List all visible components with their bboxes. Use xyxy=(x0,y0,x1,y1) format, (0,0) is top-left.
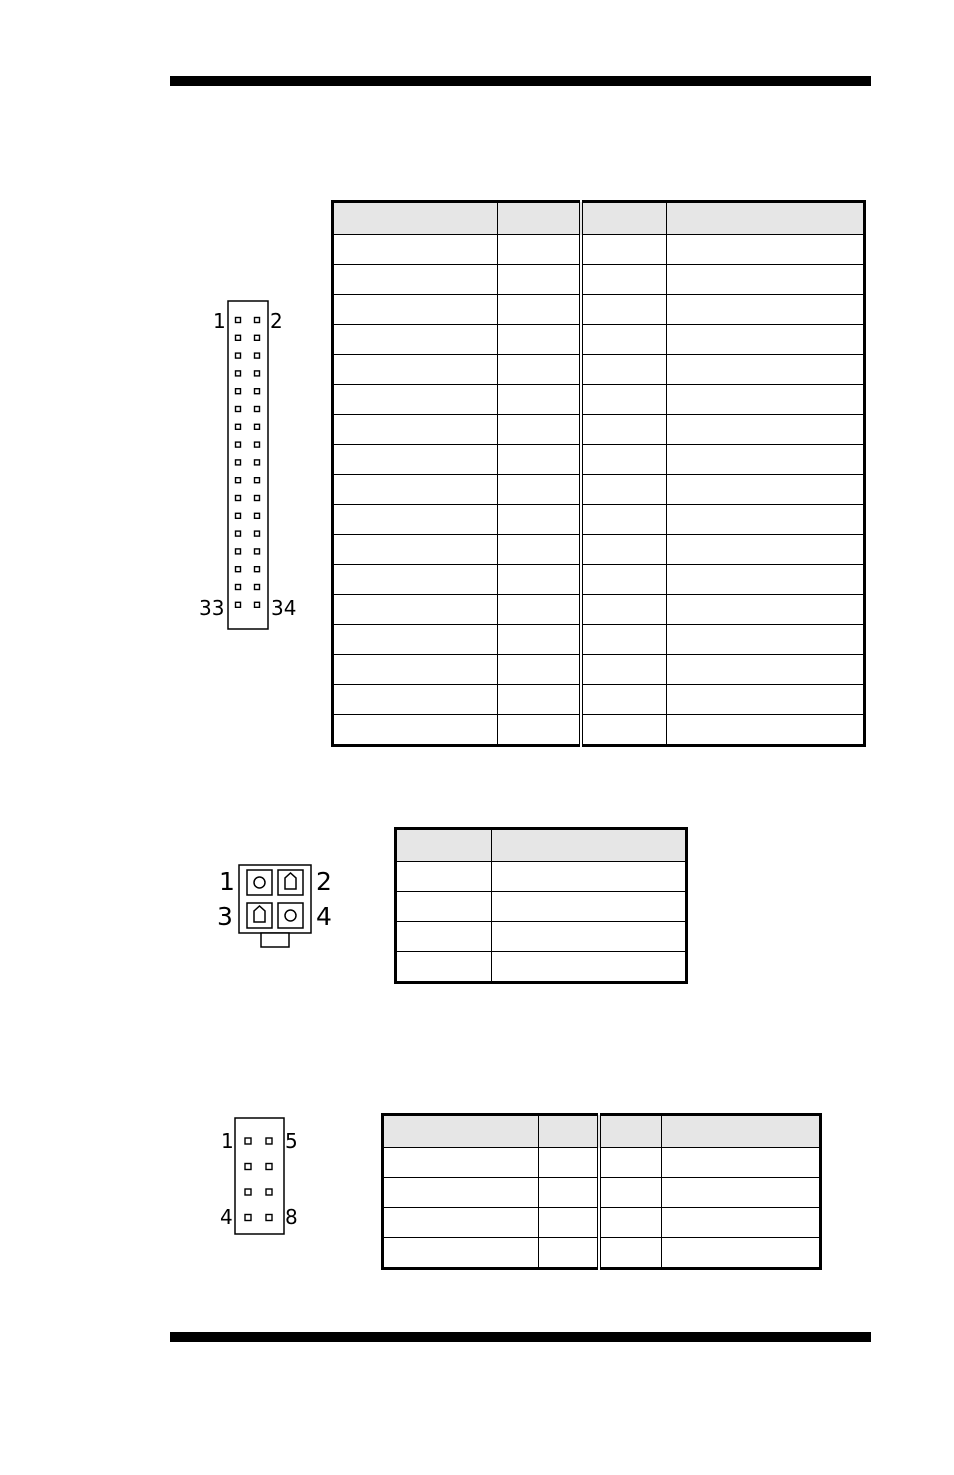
ide-label-33: 33 xyxy=(199,596,225,620)
ide-connector-diagram xyxy=(190,295,310,635)
power-connector-diagram xyxy=(212,860,342,952)
table-cell xyxy=(498,355,581,385)
pin-square xyxy=(236,567,241,572)
table-row xyxy=(333,505,865,535)
table-cell xyxy=(581,475,667,505)
table-cell xyxy=(581,235,667,265)
table-cell xyxy=(492,892,687,922)
table-cell xyxy=(581,385,667,415)
pin-square xyxy=(236,478,241,483)
table-cell xyxy=(662,1208,821,1238)
table-row xyxy=(333,565,865,595)
table-cell xyxy=(581,355,667,385)
pin-square xyxy=(255,389,260,394)
power-label-4: 4 xyxy=(316,902,332,931)
table-cell xyxy=(581,535,667,565)
table-row xyxy=(333,625,865,655)
pin-square xyxy=(236,371,241,376)
table-cell xyxy=(333,685,498,715)
pin-square xyxy=(255,371,260,376)
table-cell xyxy=(581,505,667,535)
power-pin-table xyxy=(394,827,688,984)
table-cell xyxy=(539,1238,599,1269)
header-cell xyxy=(396,829,492,862)
pin-square xyxy=(255,549,260,554)
table-cell xyxy=(581,265,667,295)
table-cell xyxy=(667,325,865,355)
table-row xyxy=(333,535,865,565)
table-cell xyxy=(333,505,498,535)
table-cell xyxy=(581,655,667,685)
table-row xyxy=(333,595,865,625)
pin-square xyxy=(255,496,260,501)
table-cell xyxy=(396,922,492,952)
table-cell xyxy=(662,1238,821,1269)
power-label-3: 3 xyxy=(217,902,233,931)
pin-square xyxy=(255,531,260,536)
pin-square xyxy=(255,460,260,465)
table-row xyxy=(333,265,865,295)
pin-square xyxy=(245,1164,251,1170)
table-cell xyxy=(667,295,865,325)
pin-square xyxy=(266,1138,272,1144)
table-row xyxy=(383,1238,821,1269)
table-cell xyxy=(396,862,492,892)
header-8pin-table xyxy=(381,1113,822,1270)
header-label-4: 4 xyxy=(220,1205,233,1229)
table-cell xyxy=(599,1148,662,1178)
table-row xyxy=(383,1208,821,1238)
table-cell xyxy=(667,355,865,385)
pin-square xyxy=(236,389,241,394)
table-header-row xyxy=(396,829,687,862)
table-cell xyxy=(498,595,581,625)
table-row xyxy=(333,295,865,325)
table-cell xyxy=(383,1208,539,1238)
pin-square xyxy=(236,496,241,501)
table-cell xyxy=(599,1178,662,1208)
table-row xyxy=(383,1178,821,1208)
table-cell xyxy=(667,445,865,475)
pin-square xyxy=(255,353,260,358)
header-cell xyxy=(539,1115,599,1148)
pin-square xyxy=(236,424,241,429)
table-cell xyxy=(581,595,667,625)
table-cell xyxy=(667,235,865,265)
pin-square xyxy=(236,335,241,340)
ide-pin-table xyxy=(331,200,866,747)
table-cell xyxy=(498,505,581,535)
table-cell xyxy=(539,1148,599,1178)
pin-square xyxy=(236,318,241,323)
pin-square xyxy=(255,602,260,607)
table-cell xyxy=(662,1148,821,1178)
pin-square xyxy=(236,513,241,518)
table-cell xyxy=(333,265,498,295)
table-header-row xyxy=(383,1115,821,1148)
pin-square xyxy=(245,1138,251,1144)
table-cell xyxy=(396,892,492,922)
pin-square xyxy=(236,585,241,590)
header-cell xyxy=(333,202,498,235)
table-cell xyxy=(667,535,865,565)
table-cell xyxy=(581,715,667,746)
table-cell xyxy=(581,565,667,595)
pin-square xyxy=(245,1215,251,1221)
table-cell xyxy=(333,415,498,445)
table-cell xyxy=(581,685,667,715)
table-cell xyxy=(333,475,498,505)
table-cell xyxy=(662,1178,821,1208)
header-cell xyxy=(599,1115,662,1148)
header-label-1: 1 xyxy=(221,1129,234,1153)
pin-square xyxy=(245,1189,251,1195)
table-row xyxy=(396,952,687,983)
table-cell xyxy=(498,385,581,415)
table-cell xyxy=(396,952,492,983)
table-cell xyxy=(667,475,865,505)
header-cell xyxy=(383,1115,539,1148)
table-cell xyxy=(667,415,865,445)
table-cell xyxy=(667,565,865,595)
pin-square xyxy=(236,549,241,554)
table-cell xyxy=(667,625,865,655)
table-cell xyxy=(599,1238,662,1269)
table-row xyxy=(396,922,687,952)
power-label-2: 2 xyxy=(316,867,332,896)
table-row xyxy=(333,235,865,265)
pin-square xyxy=(255,318,260,323)
pin-square xyxy=(236,460,241,465)
ide-label-34: 34 xyxy=(271,596,297,620)
table-cell xyxy=(498,445,581,475)
table-cell xyxy=(333,625,498,655)
table-row xyxy=(333,385,865,415)
pin-square xyxy=(255,424,260,429)
pin-square xyxy=(255,442,260,447)
table-cell xyxy=(539,1178,599,1208)
table-cell xyxy=(333,385,498,415)
table-cell xyxy=(498,535,581,565)
pin-square xyxy=(255,478,260,483)
table-cell xyxy=(333,355,498,385)
pin-square xyxy=(266,1189,272,1195)
table-cell xyxy=(333,655,498,685)
table-cell xyxy=(667,685,865,715)
table-cell xyxy=(498,625,581,655)
table-cell xyxy=(667,655,865,685)
power-label-1: 1 xyxy=(219,867,235,896)
table-row xyxy=(333,685,865,715)
table-cell xyxy=(581,295,667,325)
pin-square xyxy=(255,407,260,412)
table-cell xyxy=(498,415,581,445)
header-cell xyxy=(581,202,667,235)
table-cell xyxy=(498,265,581,295)
table-row xyxy=(333,355,865,385)
header-cell xyxy=(662,1115,821,1148)
pin-square xyxy=(266,1164,272,1170)
top-rule xyxy=(170,76,871,86)
power-connector-icon xyxy=(212,860,342,952)
table-cell xyxy=(498,235,581,265)
pin-square xyxy=(236,442,241,447)
header-cell xyxy=(667,202,865,235)
table-row xyxy=(396,862,687,892)
pin-square xyxy=(255,567,260,572)
table-cell xyxy=(333,535,498,565)
header-label-5: 5 xyxy=(285,1129,298,1153)
table-cell xyxy=(498,685,581,715)
pin-square xyxy=(255,513,260,518)
table-row xyxy=(333,655,865,685)
table-header-row xyxy=(333,202,865,235)
table-cell xyxy=(492,922,687,952)
table-cell xyxy=(492,862,687,892)
table-cell xyxy=(498,295,581,325)
table-cell xyxy=(333,295,498,325)
table-cell xyxy=(667,505,865,535)
table-cell xyxy=(333,715,498,746)
table-cell xyxy=(333,565,498,595)
table-cell xyxy=(333,595,498,625)
header-cell xyxy=(492,829,687,862)
table-cell xyxy=(581,445,667,475)
header-cell xyxy=(498,202,581,235)
table-row xyxy=(383,1148,821,1178)
table-cell xyxy=(383,1178,539,1208)
table-cell xyxy=(667,595,865,625)
table-cell xyxy=(383,1238,539,1269)
table-cell xyxy=(539,1208,599,1238)
table-cell xyxy=(498,565,581,595)
pin-square xyxy=(266,1215,272,1221)
ide-connector-icon xyxy=(190,295,310,635)
table-cell xyxy=(581,415,667,445)
header-label-8: 8 xyxy=(285,1205,298,1229)
pin-square xyxy=(255,585,260,590)
header-8pin-diagram xyxy=(214,1112,314,1240)
table-cell xyxy=(333,235,498,265)
pin-square xyxy=(236,531,241,536)
table-row xyxy=(333,715,865,746)
pin-square xyxy=(255,335,260,340)
table-cell xyxy=(492,952,687,983)
pin-square xyxy=(236,353,241,358)
header-8pin-icon xyxy=(214,1112,314,1240)
table-row xyxy=(333,445,865,475)
pin-square xyxy=(236,602,241,607)
table-row xyxy=(333,475,865,505)
pin-square xyxy=(236,407,241,412)
table-cell xyxy=(581,325,667,355)
table-row xyxy=(333,415,865,445)
bottom-rule xyxy=(170,1332,871,1342)
ide-label-2: 2 xyxy=(270,309,283,333)
table-row xyxy=(333,325,865,355)
table-row xyxy=(396,892,687,922)
table-cell xyxy=(498,325,581,355)
table-cell xyxy=(498,475,581,505)
table-cell xyxy=(333,445,498,475)
table-cell xyxy=(498,715,581,746)
table-cell xyxy=(599,1208,662,1238)
table-cell xyxy=(498,655,581,685)
ide-label-1: 1 xyxy=(213,309,226,333)
table-cell xyxy=(667,265,865,295)
table-cell xyxy=(383,1148,539,1178)
table-cell xyxy=(333,325,498,355)
table-cell xyxy=(581,625,667,655)
table-cell xyxy=(667,715,865,746)
table-cell xyxy=(667,385,865,415)
